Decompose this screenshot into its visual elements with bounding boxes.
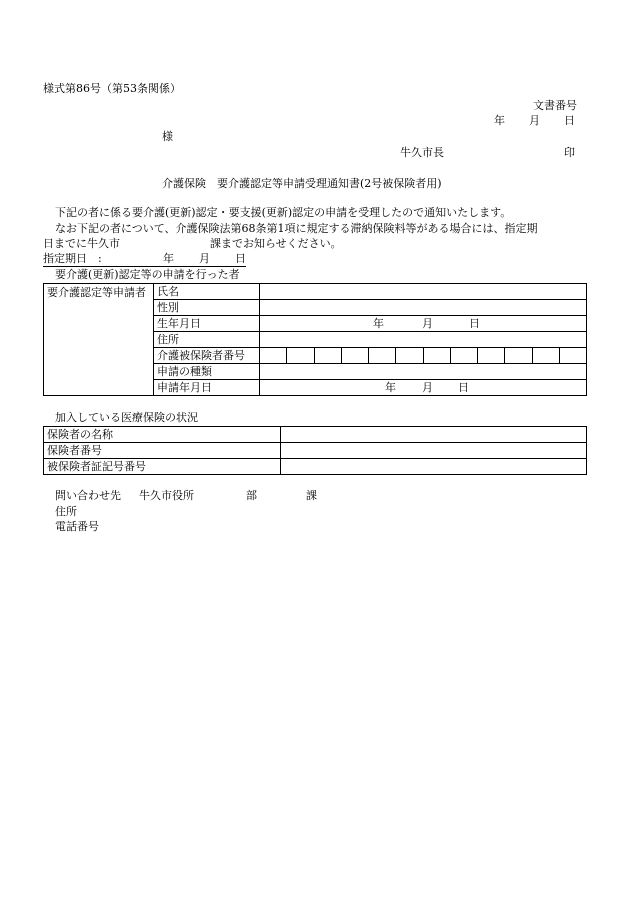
table-row bbox=[44, 443, 587, 459]
sex-label: 性別 bbox=[154, 300, 260, 316]
body-line-3b: 課までお知らせください。 bbox=[210, 237, 342, 250]
digit-box[interactable] bbox=[314, 348, 341, 363]
digit-box[interactable] bbox=[341, 348, 368, 363]
digit-box[interactable] bbox=[477, 348, 504, 363]
applicant-row-header: 要介護認定等申請者 bbox=[44, 284, 154, 396]
insurer-number-value[interactable] bbox=[281, 443, 587, 459]
digit-box[interactable] bbox=[286, 348, 313, 363]
digit-box[interactable] bbox=[260, 348, 286, 363]
form-id: 様式第86号（第53条関係） bbox=[43, 82, 181, 95]
application-date-label: 申請年月日 bbox=[154, 380, 260, 396]
table-row bbox=[44, 459, 587, 475]
digit-box[interactable] bbox=[423, 348, 450, 363]
recipient-suffix: 様 bbox=[162, 130, 173, 143]
deadline-month: 月 bbox=[199, 252, 210, 265]
insured-no-label: 介護被保険者番号 bbox=[154, 348, 260, 364]
deadline-label: 指定期日 : bbox=[43, 252, 102, 265]
app-year: 年 bbox=[385, 381, 396, 394]
insured-no-boxes[interactable] bbox=[260, 348, 587, 364]
name-label: 氏名 bbox=[154, 284, 260, 300]
birth-value[interactable] bbox=[260, 316, 587, 332]
digit-box[interactable] bbox=[368, 348, 395, 363]
card-number-label: 被保険者証記号番号 bbox=[44, 459, 281, 475]
body-line-1: 下記の者に係る要介護(更新)認定・要支援(更新)認定の申請を受理したので通知いたします。 bbox=[55, 206, 512, 219]
insurance-table bbox=[43, 426, 587, 475]
contact-phone: 電話番号 bbox=[55, 520, 99, 533]
address-label: 住所 bbox=[154, 332, 260, 348]
date-month: 月 bbox=[529, 114, 540, 127]
applicant-heading: 要介護(更新)認定等の申請を行った者 bbox=[55, 268, 240, 281]
table-row bbox=[44, 427, 587, 443]
sex-value[interactable] bbox=[260, 300, 587, 316]
digit-box[interactable] bbox=[504, 348, 531, 363]
app-day: 日 bbox=[458, 381, 469, 394]
contact-label: 問い合わせ先 bbox=[55, 489, 121, 502]
card-number-value[interactable] bbox=[281, 459, 587, 475]
body-line-2: なお下記の者について、介護保険法第68条第1項に規定する滞納保険料等がある場合には、指定期 bbox=[55, 222, 538, 235]
address-value[interactable] bbox=[260, 332, 587, 348]
date-day: 日 bbox=[564, 114, 575, 127]
contact-dept: 部 bbox=[246, 489, 257, 502]
application-type-value[interactable] bbox=[260, 364, 587, 380]
insurer-name-label: 保険者の名称 bbox=[44, 427, 281, 443]
deadline-year: 年 bbox=[163, 252, 174, 265]
contact-section: 課 bbox=[306, 489, 317, 502]
body-line-3a: 日までに牛久市 bbox=[43, 237, 120, 250]
deadline-day: 日 bbox=[235, 252, 246, 265]
doc-number-label: 文書番号 bbox=[533, 99, 577, 112]
birth-year: 年 bbox=[373, 317, 384, 330]
digit-box[interactable] bbox=[532, 348, 559, 363]
app-month: 月 bbox=[422, 381, 433, 394]
issuer-seal: 印 bbox=[564, 146, 575, 159]
birth-label: 生年月日 bbox=[154, 316, 260, 332]
application-date-value[interactable] bbox=[260, 380, 587, 396]
contact-address: 住所 bbox=[55, 505, 77, 518]
birth-day: 日 bbox=[469, 317, 480, 330]
issuer-name: 牛久市長 bbox=[400, 146, 444, 159]
insurance-heading: 加入している医療保険の状況 bbox=[55, 411, 198, 424]
name-value[interactable] bbox=[260, 284, 587, 300]
insurer-name-value[interactable] bbox=[281, 427, 587, 443]
birth-month: 月 bbox=[422, 317, 433, 330]
contact-office: 牛久市役所 bbox=[139, 489, 194, 502]
digit-box[interactable] bbox=[559, 348, 586, 363]
date-year: 年 bbox=[494, 114, 505, 127]
table-row bbox=[44, 284, 587, 300]
digit-box[interactable] bbox=[395, 348, 422, 363]
application-type-label: 申請の種類 bbox=[154, 364, 260, 380]
deadline-line bbox=[43, 253, 246, 267]
document-title: 介護保険 要介護認定等申請受理通知書(2号被保険者用) bbox=[162, 177, 442, 190]
applicant-table bbox=[43, 283, 587, 396]
insurer-number-label: 保険者番号 bbox=[44, 443, 281, 459]
digit-box[interactable] bbox=[450, 348, 477, 363]
